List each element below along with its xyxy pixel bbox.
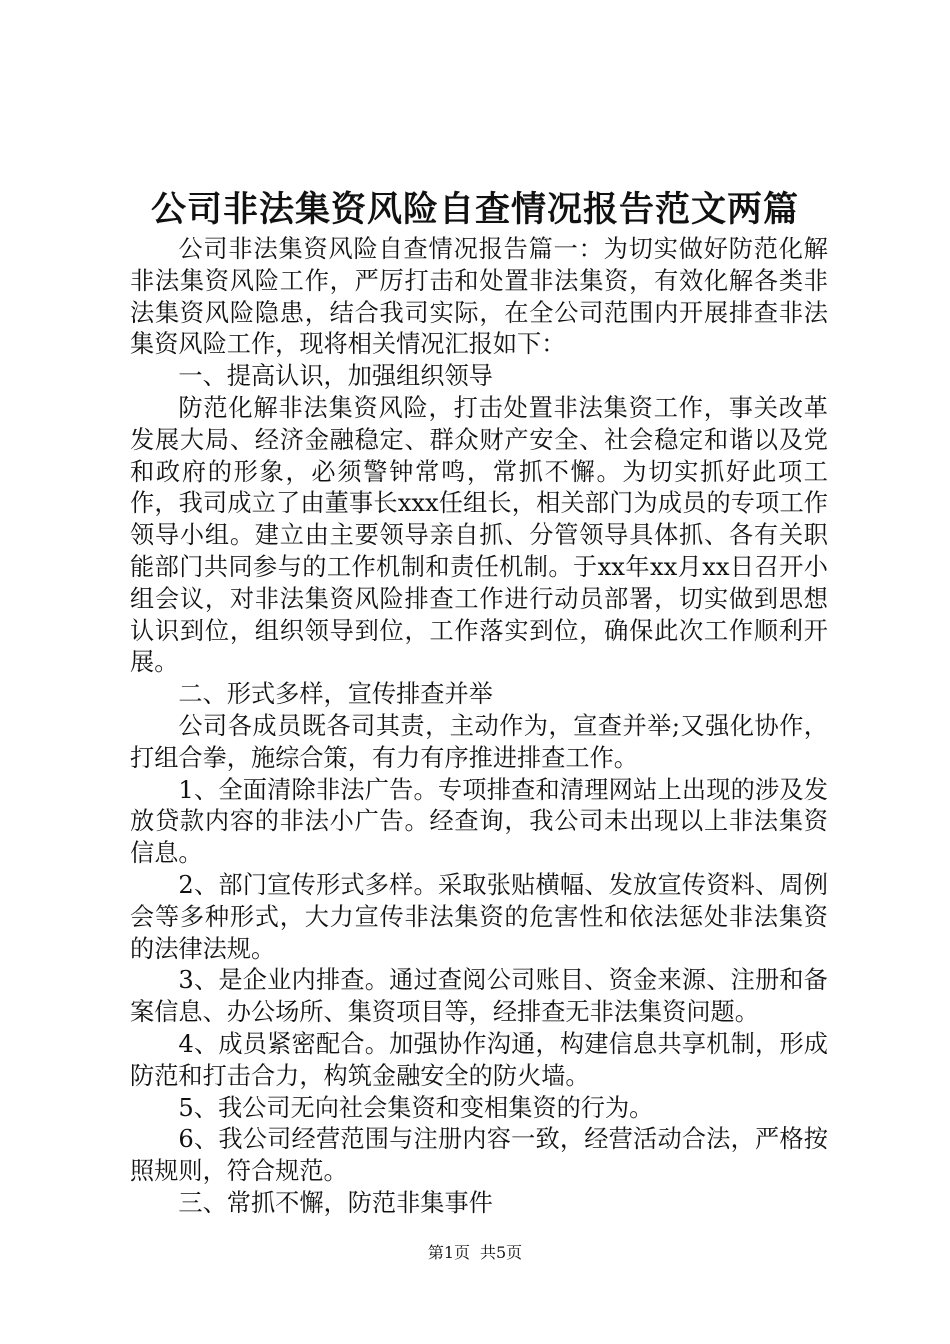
document-body <box>130 234 828 1220</box>
paragraph-section-2: 公司各成员既各司其责，主动作为，宣查并举;又强化协作，打组合拳，施综合策，有力有序推进排查工作。 <box>130 711 828 772</box>
page-number: 第1页 <box>427 1243 470 1262</box>
list-item-2: 2、部门宣传形式多样。采取张贴横幅、发放宣传资料、周例会等多种形式，大力宣传非法集资的危害性和依法惩处非法集资的法律法规。 <box>130 870 828 963</box>
section-heading-2: 二、形式多样，宣传排查并举 <box>178 680 493 709</box>
section-heading-3: 三、常抓不懈，防范非集事件 <box>178 1188 493 1217</box>
paragraph-section-1: 防范化解非法集资风险，打击处置非法集资工作，事关改革发展大局、经济金融稳定、群众财产安全、社会稳定和谐以及党和政府的形象，必须警钟常鸣，常抓不懈。为切实抓好此项工作，我司成立了由董事长xxx任组长，相关部门为成员的专项工作领导小组。建立由主要领导亲自抓、分管领导具体抓、各有关职能部门共同参与的工作机制和责任机制。于xx年xx月xx日召开小组会议，对非法集资风险排查工作进行动员部署，切实做到思想认识到位，组织领导到位，工作落实到位，确保此次工作顺利开展。 <box>130 393 828 677</box>
page-total: 共5页 <box>480 1243 523 1262</box>
list-item-5: 5、我公司无向社会集资和变相集资的行为。 <box>178 1093 654 1122</box>
paragraph-intro: 公司非法集资风险自查情况报告篇一：为切实做好防范化解非法集资风险工作，严厉打击和处置非法集资，有效化解各类非法集资风险隐患，结合我司实际，在全公司范围内开展排查非法集资风险工作，现将相关情况汇报如下： <box>130 235 828 359</box>
list-item-6: 6、我公司经营范围与注册内容一致，经营活动合法，严格按照规则，符合规范。 <box>130 1125 828 1186</box>
list-item-3: 3、是企业内排查。通过查阅公司账目、资金来源、注册和备案信息、办公场所、集资项目等，经排查无非法集资问题。 <box>130 966 828 1027</box>
section-heading-1: 一、提高认识，加强组织领导 <box>178 362 493 391</box>
list-item-4: 4、成员紧密配合。加强协作沟通，构建信息共享机制，形成防范和打击合力，构筑金融安全的防火墙。 <box>130 1029 828 1090</box>
page-title: 公司非法集资风险自查情况报告范文两篇 <box>150 190 799 230</box>
page-footer <box>0 1242 950 1264</box>
list-item-1: 1、全面清除非法广告。专项排查和清理网站上出现的涉及发放贷款内容的非法小广告。经查询，我公司未出现以上非法集资信息。 <box>130 775 828 868</box>
